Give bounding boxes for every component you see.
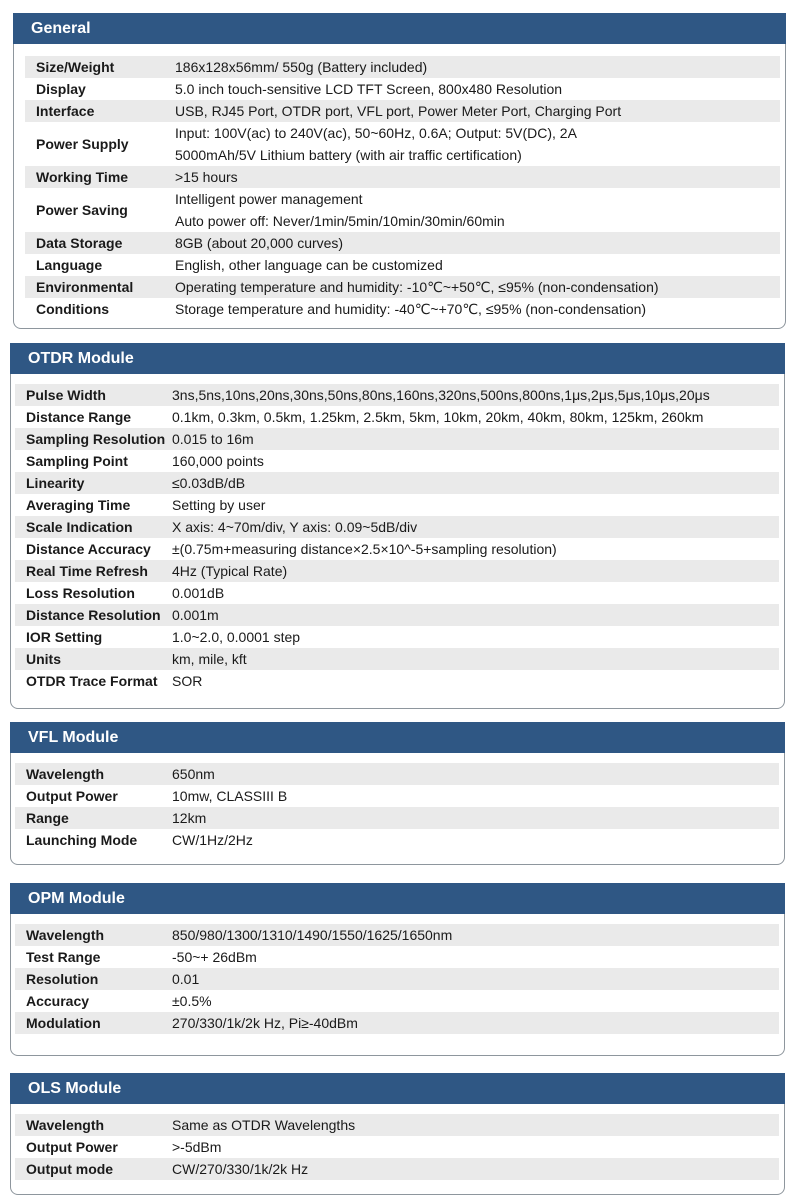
table-row <box>25 298 780 320</box>
spec-label: Power Supply <box>36 136 129 152</box>
table-row <box>15 626 779 648</box>
spec-label: Power Saving <box>36 202 128 218</box>
spec-label: Distance Resolution <box>26 607 161 623</box>
spec-label: Output mode <box>26 1161 114 1177</box>
spec-label: Launching Mode <box>26 832 138 848</box>
spec-value: 160,000 points <box>172 453 264 469</box>
table-row <box>25 166 780 188</box>
spec-table <box>15 384 779 692</box>
spec-label: Output Power <box>26 1139 118 1155</box>
spec-value: 186x128x56mm/ 550g (Battery included) <box>175 59 428 75</box>
spec-label: Accuracy <box>26 993 90 1009</box>
table-row <box>15 428 779 450</box>
spec-label: Interface <box>36 103 95 119</box>
table-row <box>25 56 780 78</box>
spec-label: Wavelength <box>26 766 105 782</box>
spec-label: Display <box>36 81 86 97</box>
spec-table <box>15 924 779 1034</box>
spec-value: USB, RJ45 Port, OTDR port, VFL port, Power Meter Port, Charging Port <box>175 103 622 119</box>
spec-label: Data Storage <box>36 235 123 251</box>
spec-value: 3ns,5ns,10ns,20ns,30ns,50ns,80ns,160ns,320ns,500ns,800ns,1μs,2μs,5μs,10μs,20μs <box>172 387 710 403</box>
table-row <box>15 516 779 538</box>
spec-label: Wavelength <box>26 1117 105 1133</box>
spec-value: Same as OTDR Wavelengths <box>172 1117 356 1133</box>
spec-label: OTDR Trace Format <box>26 673 158 689</box>
spec-value: >-5dBm <box>172 1139 222 1155</box>
table-row <box>15 450 779 472</box>
table-row <box>15 1136 779 1158</box>
spec-value: 1.0~2.0, 0.0001 step <box>172 629 301 645</box>
spec-value: X axis: 4~70m/div, Y axis: 0.09~5dB/div <box>172 519 418 535</box>
table-row <box>25 232 780 254</box>
spec-table <box>15 1114 779 1180</box>
opm-module-section <box>10 883 785 1056</box>
general-section <box>13 13 786 329</box>
spec-label: Units <box>26 651 61 667</box>
spec-label: Modulation <box>26 1015 101 1031</box>
spec-label: Conditions <box>36 301 110 317</box>
table-row <box>25 100 780 122</box>
spec-value: 8GB (about 20,000 curves) <box>175 235 344 251</box>
table-row <box>15 560 779 582</box>
table-row <box>15 582 779 604</box>
table-row <box>15 406 779 428</box>
spec-value: 0.01 <box>172 971 200 987</box>
spec-value: 0.001dB <box>172 585 225 601</box>
table-row <box>25 78 780 100</box>
spec-label: Language <box>36 257 103 273</box>
section-title: VFL Module <box>10 722 785 753</box>
table-row <box>15 472 779 494</box>
spec-value: English, other language can be customized <box>175 257 443 273</box>
table-row <box>15 1158 779 1180</box>
spec-label: IOR Setting <box>26 629 103 645</box>
spec-value: km, mile, kft <box>172 651 247 667</box>
table-row <box>25 254 780 276</box>
spec-value: 270/330/1k/2k Hz, Pi≥-40dBm <box>172 1015 358 1031</box>
spec-value: ±(0.75m+measuring distance×2.5×10^-5+sampling resolution) <box>172 541 557 557</box>
section-title: OPM Module <box>10 883 785 914</box>
spec-label: Pulse Width <box>26 387 106 403</box>
spec-value: 10mw, CLASSIII B <box>172 788 288 804</box>
table-row <box>15 807 779 829</box>
table-row <box>15 785 779 807</box>
spec-label: Scale Indication <box>26 519 133 535</box>
spec-value: SOR <box>172 673 203 689</box>
section-title: General <box>13 13 786 44</box>
table-row <box>15 604 779 626</box>
table-row <box>25 122 780 166</box>
spec-value: 650nm <box>172 766 215 782</box>
table-row <box>15 946 779 968</box>
spec-value: Setting by user <box>172 497 266 513</box>
spec-value: ≤0.03dB/dB <box>172 475 246 491</box>
spec-value: >15 hours <box>175 169 238 185</box>
section-title: OTDR Module <box>10 343 785 374</box>
spec-value: 5.0 inch touch-sensitive LCD TFT Screen, 800x480 Resolution <box>175 81 563 97</box>
spec-label: Wavelength <box>26 927 105 943</box>
table-row <box>15 384 779 406</box>
spec-label: Environmental <box>36 279 134 295</box>
spec-label: Output Power <box>26 788 118 804</box>
ols-module-section <box>10 1073 785 1195</box>
otdr-module-section <box>10 343 785 709</box>
spec-label: Range <box>26 810 69 826</box>
table-row <box>15 1012 779 1034</box>
spec-label: Test Range <box>26 949 101 965</box>
spec-value: Intelligent power management Auto power off: Never/1min/5min/10min/30min/60min <box>175 191 505 229</box>
table-row <box>15 968 779 990</box>
spec-value: 12km <box>172 810 207 826</box>
spec-label: Averaging Time <box>26 497 131 513</box>
section-title: OLS Module <box>10 1073 785 1104</box>
spec-value: -50~+ 26dBm <box>172 949 257 965</box>
spec-label: Resolution <box>26 971 99 987</box>
table-row <box>15 538 779 560</box>
spec-value: 0.1km, 0.3km, 0.5km, 1.25km, 2.5km, 5km, 10km, 20km, 40km, 80km, 125km, 260km <box>172 409 704 425</box>
table-row <box>15 763 779 785</box>
spec-label: Working Time <box>36 169 129 185</box>
spec-value: Input: 100V(ac) to 240V(ac), 50~60Hz, 0.6A; Output: 5V(DC), 2A 5000mAh/5V Lithium battery (with air traffic certification) <box>175 125 577 163</box>
spec-value: CW/1Hz/2Hz <box>172 832 253 848</box>
table-row <box>15 829 779 851</box>
spec-label: Real Time Refresh <box>26 563 148 579</box>
spec-label: Sampling Point <box>26 453 128 469</box>
spec-value: ±0.5% <box>172 993 212 1009</box>
spec-value: 4Hz (Typical Rate) <box>172 563 288 579</box>
spec-table <box>15 763 779 851</box>
spec-label: Distance Range <box>26 409 132 425</box>
spec-value: 0.015 to 16m <box>172 431 254 447</box>
spec-label: Linearity <box>26 475 85 491</box>
spec-label: Loss Resolution <box>26 585 135 601</box>
spec-value: 850/980/1300/1310/1490/1550/1625/1650nm <box>172 927 453 943</box>
spec-value: Operating temperature and humidity: -10℃~+50℃, ≤95% (non-condensation) <box>175 278 659 295</box>
table-row <box>15 648 779 670</box>
spec-label: Sampling Resolution <box>26 431 166 447</box>
spec-value: 0.001m <box>172 607 219 623</box>
table-row <box>15 494 779 516</box>
table-row <box>15 1114 779 1136</box>
vfl-module-section <box>10 722 785 865</box>
spec-label: Distance Accuracy <box>26 541 151 557</box>
table-row <box>25 188 780 232</box>
table-row <box>15 924 779 946</box>
spec-value: CW/270/330/1k/2k Hz <box>172 1161 309 1177</box>
spec-value: Storage temperature and humidity: -40℃~+70℃, ≤95% (non-condensation) <box>175 300 647 317</box>
table-row <box>25 276 780 298</box>
table-row <box>15 990 779 1012</box>
spec-label: Size/Weight <box>36 59 115 75</box>
table-row <box>15 670 779 692</box>
spec-table <box>25 56 780 320</box>
